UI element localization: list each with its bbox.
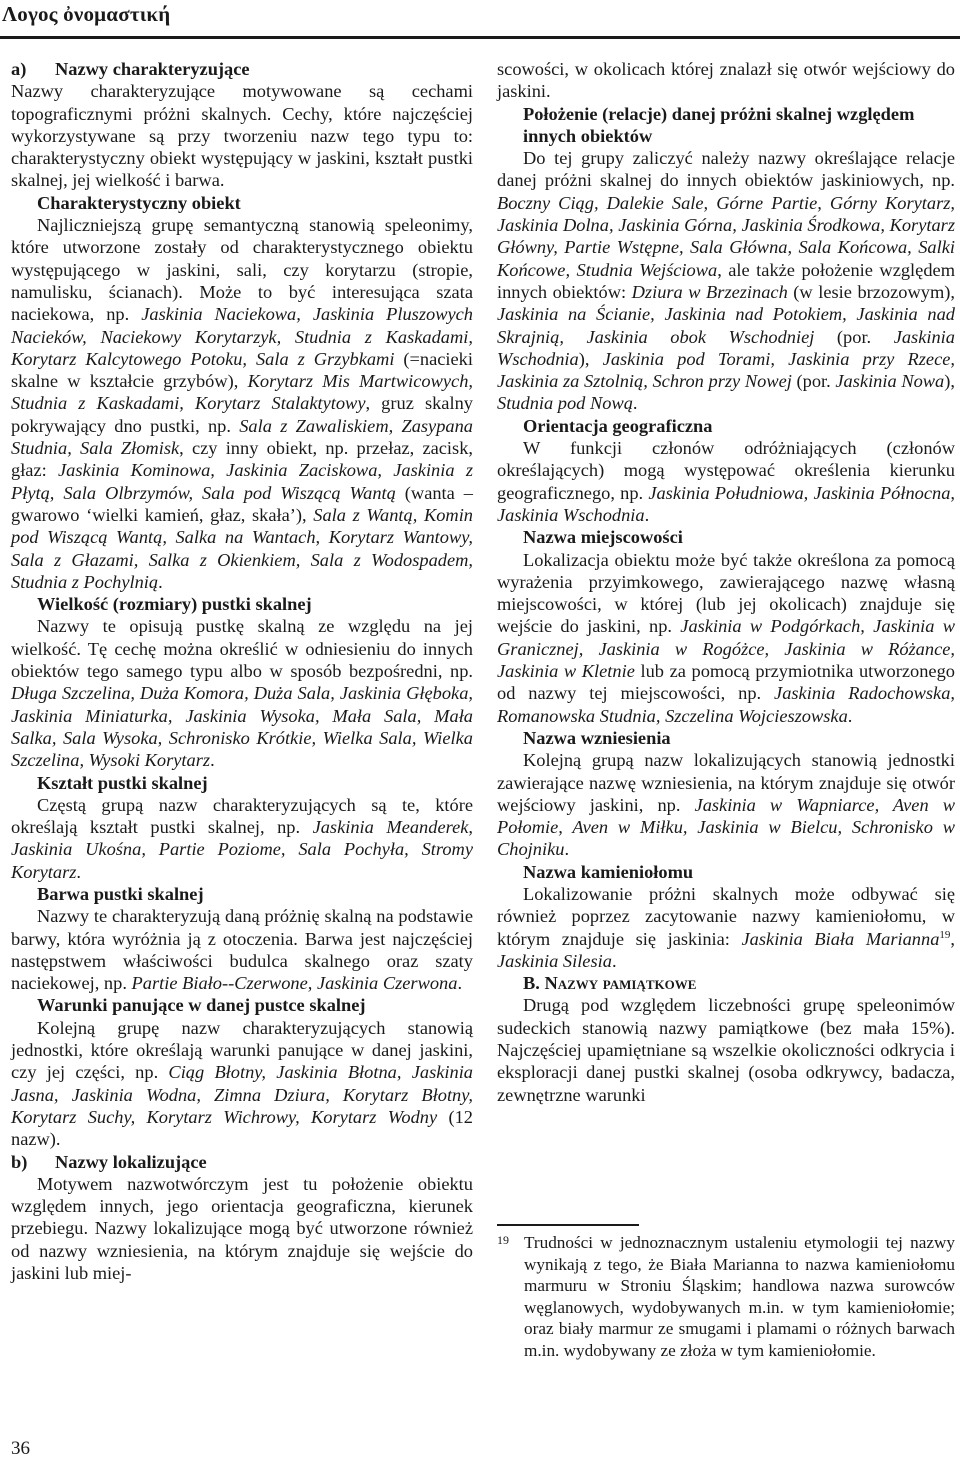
footnote-rule bbox=[497, 1224, 639, 1226]
paragraph: scowości, w okolicach której znalazł się otwór wejściowy do jaskini. bbox=[497, 59, 955, 102]
section-title: Nazwy charakteryzujące bbox=[55, 59, 250, 79]
paragraph: Lokalizacja obiektu może być także określona za pomocą wyrażenia przyimkowego, zawierającego nazwę własną miejscowości, w której (lub jej okolicach) znajduje się wejście do jaskini, np. Jaskinia w Podgórkach, Jaskinia w Granicznej, Jaskinia w Rogóżce, Jaskinia w Różance, Jaskinia w Kletnie lub za pomocą przymiotnika utworzonego od nazwy tej miejscowości, np. Jaskinia Radochowska, Romanowska Studnia, Szczelina Wojcieszowska. bbox=[497, 549, 956, 726]
footnote bbox=[497, 1232, 955, 1362]
subsection-heading: Kształt pustki skalnej bbox=[37, 772, 208, 793]
subsection-heading: Nazwa miejscowości bbox=[523, 527, 683, 548]
subsection-heading: Warunki panujące w danej pustce skalnej bbox=[37, 995, 366, 1016]
paragraph: Nazwy charakteryzujące motywowane są cechami topograficznymi próżni skalnych. Cechy, które najczęściej wykorzystywane są przy tworzeniu nazw tego typu to: charakterystyczny obiekt występujący w jaskini, kształt pustki skalnej, jej wielkość i barwa. bbox=[11, 81, 473, 191]
subsection-heading: B. Nazwy pamiątkowe bbox=[523, 973, 697, 994]
subsection-heading: Nazwa wzniesienia bbox=[523, 727, 671, 748]
footnote-text: Trudności w jednoznacznym ustaleniu etymologii tej nazwy wynikają z tego, że Biała Marianna to nazwa kamieniołomu marmuru w Stroniu Śląskim; handlowa nazwa surowców węglanowych, wydobywanych m.in. w tym kamieniołomie; oraz biały marmur ze smugami i plamami o różnych barwach m.in. wydobywany ze złoża w tym kamieniołomie. bbox=[524, 1233, 955, 1360]
footnote-number: 19 bbox=[497, 1233, 509, 1247]
right-column bbox=[497, 58, 955, 1106]
section-title: Nazwy lokalizujące bbox=[55, 1151, 207, 1172]
subsection-heading: Orientacja geograficzna bbox=[523, 415, 713, 436]
page-number: 36 bbox=[11, 1438, 30, 1459]
running-head-title: Λογος ὀνομαστική bbox=[2, 2, 171, 26]
paragraph: Najliczniejszą grupę semantyczną stanowią speleonimy, które utworzone zostały od charakterystycznego obiektu występującego w jaskini, sali, czy korytarzu (stropie, namulisku, ścianach). Może to być interesująca szata naciekowa, np. Jaskinia Naciekowa, Jaskinia Pluszowych Nacieków, Naciekowy Korytarzyk, Studnia z Kaskadami, Korytarz Kalcytowego Potoku, Sala z Grzybkami (=nacieki skalne w kształcie grzybów), Korytarz Mis Martwicowych, Studnia z Kaskadami, Korytarz Stalaktytowy, gruz skalny pokrywający dno pustki, np. Sala z Zawaliskiem, Zasypana Studnia, Sala Złomisk, czy inny obiekt, np. przełaz, zacisk, głaz: Jaskinia Kominowa, Jaskinia Zaciskowa, Jaskinia z Płytą, Sala Olbrzymów, Sala pod Wiszącą Wantą (wanta – gwarowo ‘wielki kamień, głaz, skała’), Sala z Wantą, Komin pod Wiszącą Wantą, Salka na Wantach, Korytarz Wantowy, Sala z Głazami, Salka z Okienkiem, Sala z Wodospadem, Studnia z Pochylnią. bbox=[11, 215, 473, 592]
header-rule bbox=[0, 36, 960, 39]
subsection-heading: Nazwa kamieniołomu bbox=[523, 861, 694, 882]
paragraph: W funkcji członów odróżniających (członów określających) mogą występować określenia kierunku geograficznego, np. Jaskinia Południowa, Jaskinia Północna, Jaskinia Wschodnia. bbox=[497, 438, 956, 525]
paragraph: Nazwy te opisują pustkę skalną ze względu na jej wielkość. Tę cechę można określić w odniesieniu do innych obiektów tego samego typu albo w sposób bezpośredni, np. Długa Szczelina, Duża Komora, Duża Sala, Jaskinia Głęboka, Jaskinia Miniaturka, Jaskinia Wysoka, Mała Sala, Mała Salka, Sala Wysoka, Schronisko Krótkie, Wielka Sala, Wielka Szczelina, Wysoki Korytarz. bbox=[11, 616, 473, 771]
subsection-heading: Położenie (relacje) danej próżni skalnej względem innych obiektów bbox=[523, 103, 915, 146]
paragraph: Do tej grupy zaliczyć należy nazwy określające relacje danej próżni skalnej do innych obiektów jaskiniowych, np. Boczny Ciąg, Dalekie Sale, Górne Partie, Górny Korytarz, Jaskinia Dolna, Jaskinia Górna, Jaskinia Środkowa, Korytarz Główny, Partie Wstępne, Sala Główna, Sala Końcowa, Salki Końcowe, Studnia Wejściowa, ale także położenie względem innych obiektów: Dziura w Brzezinach (w lesie brzozowym), Jaskinia na Ścianie, Jaskinia nad Potokiem, Jaskinia nad Skrajnią, Jaskinia obok Wschodniej (por. Jaskinia Wschodnia), Jaskinia pod Torami, Jaskinia przy Rzece, Jaskinia za Sztolnią, Schron przy Nowej (por. Jaskinia Nowa), Studnia pod Nową. bbox=[497, 148, 955, 414]
paragraph: Nazwy te charakteryzują daną próżnię skalną na podstawie barwy, która wyróżnia ją z otoczenia. Barwa jest najczęściej następstwem właściwości budulca skalnego oraz szaty naciekowej, np. Partie Biało--Czerwone, Jaskinia Czerwona. bbox=[11, 906, 473, 994]
subsection-heading: Charakterystyczny obiekt bbox=[37, 192, 241, 213]
subsection-heading: Wielkość (rozmiary) pustki skalnej bbox=[37, 594, 312, 615]
page-header bbox=[0, 0, 960, 36]
left-column bbox=[11, 58, 473, 1284]
section-heading bbox=[11, 1151, 473, 1173]
paragraph: Kolejną grupę nazw charakteryzujących stanowią jednostki, które określają warunki panujące w danej jaskini, czy jej części, np. Ciąg Błotny, Jaskinia Błotna, Jaskinia Jasna, Jaskinia Wodna, Zimna Dziura, Korytarz Błotny, Korytarz Suchy, Korytarz Wichrowy, Korytarz Wodny (12 nazw). bbox=[11, 1017, 473, 1150]
section-heading bbox=[11, 58, 473, 80]
paragraph: Kolejną grupą nazw lokalizujących stanowią jednostki zawierające nazwę wzniesienia, na którym znajduje się otwór wejściowy jaskini, np. Jaskinia w Wapniarce, Aven w Połomie, Aven w Miłku, Jaskinia w Bielcu, Schronisko w Chojniku. bbox=[497, 750, 955, 860]
paragraph: Drugą pod względem liczebności grupę speleonimów sudeckich stanowią nazwy pamiątkowe (bez mała 15%). Najczęściej upamiętniane są wszelkie okoliczności odkrycia i eksploracji danej pustki skalnej (osoba odkrywcy, badacza, zewnętrzne warunki bbox=[497, 995, 955, 1105]
paragraph: Lokalizowanie próżni skalnych może odbywać się również poprzez zacytowanie nazwy kamieniołomu, w którym znajduje się jaskinia: Jaskinia Biała Marianna$^{19}$, Jaskinia Silesia. bbox=[497, 883, 955, 971]
section-label: b) bbox=[11, 1151, 28, 1172]
paragraph: Częstą grupą nazw charakteryzujących są te, które określają kształt pustki skalnej, np. Jaskinia Meanderek, Jaskinia Ukośna, Partie Poziome, Sala Pochyła, Stromy Korytarz. bbox=[11, 794, 474, 882]
paragraph: Motywem nazwotwórczym jest tu położenie obiektu względem innych, jego orientacja geograficzna, kierunek przebiegu. Nazwy lokalizujące mogą być utworzone również od nazwy wzniesienia, na którym znajduje się wejście do jaskini lub miej- bbox=[11, 1173, 473, 1284]
subsection-heading: Barwa pustki skalnej bbox=[37, 883, 204, 904]
section-label: a) bbox=[11, 59, 27, 79]
